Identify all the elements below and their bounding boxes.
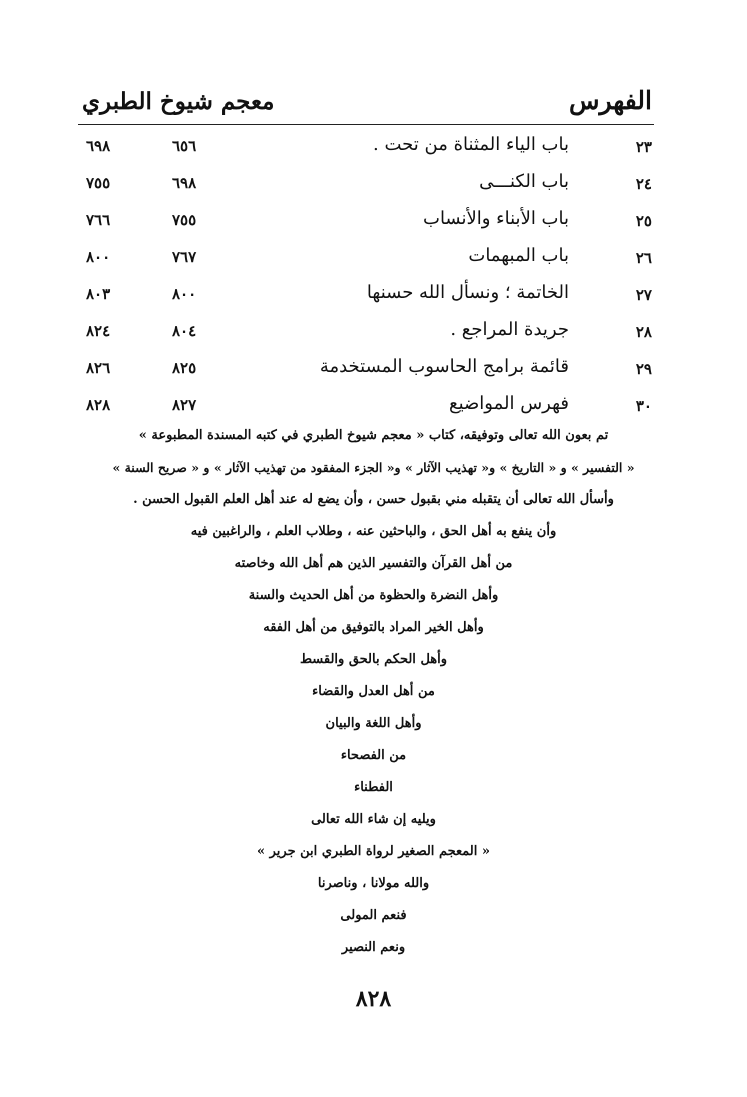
toc-entry-start-page: ٨٠٤ xyxy=(172,322,197,340)
closing-line: من أهل القرآن والتفسير الذين هم أهل الله وخاصته xyxy=(234,556,513,571)
toc-entry-start-page: ٨٢٥ xyxy=(172,359,197,377)
closing-line: تم بعون الله تعالى وتوفيقه، كتاب « معجم شيوخ الطبري في كتبه المسندة المطبوعة » xyxy=(138,428,609,443)
closing-line: ويليه إن شاء الله تعالى xyxy=(311,812,436,827)
closing-line: وأن ينفع به أهل الحق ، والباحثين عنه ، وطلاب العلم ، والراغبين فيه xyxy=(190,524,557,539)
toc-entry-start-page: ٧٥٥ xyxy=(172,211,197,229)
toc-entry-end-page: ٨٢٨ xyxy=(86,396,111,414)
closing-line: ونعم النصير xyxy=(341,940,406,955)
toc-entry-end-page: ٨٢٤ xyxy=(86,322,111,340)
toc-row xyxy=(0,282,747,316)
toc-entry-end-page: ٦٩٨ xyxy=(86,137,111,155)
toc-entry-number: ٢٦ xyxy=(635,249,652,267)
closing-line: والله مولانا ، وناصرنا xyxy=(317,876,430,891)
toc-entry-end-page: ٧٦٦ xyxy=(86,211,111,229)
toc-entry-number: ٢٤ xyxy=(635,175,652,193)
toc-entry-end-page: ٨٠٠ xyxy=(86,248,111,266)
toc-entry-start-page: ٨٢٧ xyxy=(172,396,197,414)
toc-entry-title: الخاتمة ؛ ونسأل الله حسنها xyxy=(366,282,569,303)
toc-row xyxy=(0,393,747,427)
toc-entry-end-page: ٨٢٦ xyxy=(86,359,111,377)
toc-row xyxy=(0,134,747,168)
header-rule xyxy=(78,124,654,125)
page-number: ٨٢٨ xyxy=(355,986,392,1012)
toc-entry-title: جريدة المراجع . xyxy=(450,319,569,340)
toc-entry-start-page: ٨٠٠ xyxy=(172,285,197,303)
toc-entry-start-page: ٧٦٧ xyxy=(172,248,197,266)
toc-entry-title: باب الأبناء والأنساب xyxy=(423,208,569,229)
toc-row xyxy=(0,171,747,205)
running-header-section-title: الفهرس xyxy=(568,86,652,115)
toc-entry-title: باب الياء المثناة من تحت . xyxy=(373,134,569,155)
toc-entry-number: ٣٠ xyxy=(635,397,652,415)
toc-entry-end-page: ٨٠٣ xyxy=(86,285,111,303)
toc-entry-number: ٢٧ xyxy=(635,286,652,304)
closing-line: وأسأل الله تعالى أن يتقبله مني بقبول حسن ، وأن يضع له عند أهل العلم القبول الحسن . xyxy=(133,492,614,507)
toc-entry-number: ٢٣ xyxy=(635,138,652,156)
toc-entry-title: فهرس المواضيع xyxy=(448,393,569,414)
closing-line: وأهل اللغة والبيان xyxy=(325,716,422,731)
toc-entry-number: ٢٩ xyxy=(635,360,652,378)
toc-entry-title: باب المبهمات xyxy=(468,245,569,266)
toc-entry-start-page: ٦٩٨ xyxy=(172,174,197,192)
closing-line: فنعم المولى xyxy=(340,908,407,923)
closing-line: « المعجم الصغير لرواة الطبري ابن جرير » xyxy=(256,844,491,859)
closing-line: وأهل الحكم بالحق والقسط xyxy=(299,652,448,667)
toc-entry-number: ٢٥ xyxy=(635,212,652,230)
toc-row xyxy=(0,208,747,242)
closing-line: الفطناء xyxy=(354,780,393,795)
closing-line: وأهل الخير المراد بالتوفيق من أهل الفقه xyxy=(263,620,484,635)
running-header-book-title: معجم شيوخ الطبري xyxy=(82,88,275,115)
toc-entry-title: باب الكنـــى xyxy=(479,171,569,192)
closing-line: وأهل النضرة والحظوة من أهل الحديث والسنة xyxy=(248,588,499,603)
toc-row xyxy=(0,245,747,279)
toc-entry-end-page: ٧٥٥ xyxy=(86,174,111,192)
toc-row xyxy=(0,356,747,390)
closing-line: من أهل العدل والقضاء xyxy=(312,684,435,699)
toc-entry-start-page: ٦٥٦ xyxy=(172,137,197,155)
closing-line: من الفصحاء xyxy=(340,748,407,763)
closing-line: « التفسير » و « التاريخ » و« تهذيب الآثار » و« الجزء المفقود من تهذيب الآثار » و « صريح السنة » xyxy=(112,460,635,475)
toc-row xyxy=(0,319,747,353)
toc-entry-title: قائمة برامج الحاسوب المستخدمة xyxy=(319,356,569,377)
toc-entry-number: ٢٨ xyxy=(635,323,652,341)
